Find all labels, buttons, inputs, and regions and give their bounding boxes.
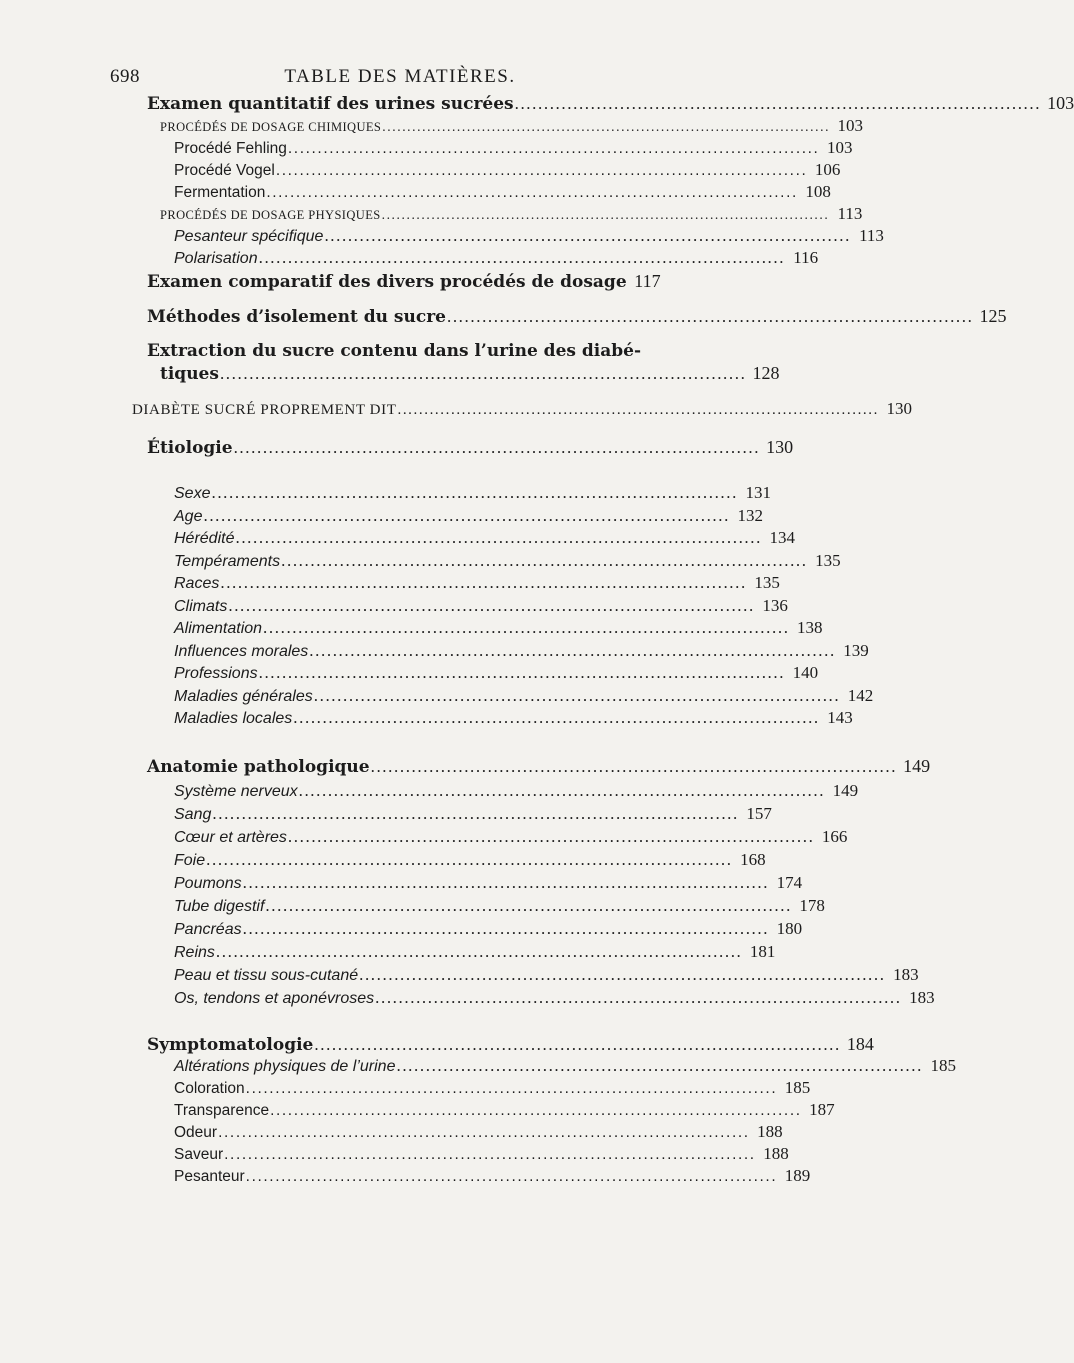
toc-entry-page: 132 xyxy=(737,506,763,525)
toc-entry-label: Age xyxy=(174,508,203,525)
toc-entry-page: 138 xyxy=(797,618,823,637)
toc-entry-label: Peau et tissu sous-cutané xyxy=(174,967,359,984)
toc-entry-page: 166 xyxy=(821,827,848,846)
toc-entry-page: 185 xyxy=(930,1056,956,1075)
toc-entry-label: Altérations physiques de l’urine xyxy=(174,1058,396,1075)
toc-entry-label: PROCÉDÉS DE DOSAGE PHYSIQUES xyxy=(160,208,381,222)
toc-entry: Age .......................................................................................... 132 xyxy=(174,505,646,527)
toc-entry: Maladies locales .......................................................................................... 143 xyxy=(174,707,646,729)
toc-entry xyxy=(147,270,661,292)
toc-entry: Influences morales .......................................................................................... 139 xyxy=(174,640,646,662)
toc-entry-label: Cœur et artères xyxy=(174,829,287,846)
toc-entry-page: 108 xyxy=(805,182,831,201)
toc-entry-label: Maladies locales xyxy=(174,710,293,727)
running-title: TABLE DES MATIÈRES. xyxy=(284,66,516,87)
toc-entry-label: Procédé Fehling xyxy=(174,140,287,157)
toc-entry-page: 103 xyxy=(1047,93,1074,113)
toc-entry: PROCÉDÉS DE DOSAGE PHYSIQUES .......................................................................................... 113 xyxy=(160,203,646,225)
toc-entry-page: 181 xyxy=(749,942,776,961)
toc-entry-label: Sang xyxy=(174,806,212,823)
toc-entry-page: 134 xyxy=(769,528,795,547)
toc-entry-label: PROCÉDÉS DE DOSAGE CHIMIQUES xyxy=(160,120,382,134)
toc-entry: Anatomie pathologique .......................................................................................... 149 xyxy=(147,756,931,777)
toc-entry-label: Transparence xyxy=(174,1102,270,1119)
toc-entry-label: Symptomatologie xyxy=(147,1035,314,1055)
toc-entry-label: Professions xyxy=(174,665,258,682)
toc-entry-label: Influences morales xyxy=(174,643,309,660)
toc-entry: Examen quantitatif des urines sucrées .......................................................................................... 103 xyxy=(147,93,1074,114)
toc-entry-label: Étiologie xyxy=(147,438,233,458)
toc-entry-label: Procédé Vogel xyxy=(174,162,275,179)
toc-entry-page: 103 xyxy=(837,116,864,135)
toc-entry: Altérations physiques de l’urine .......................................................................................... 185 xyxy=(174,1055,646,1077)
toc-entry: Polarisation .......................................................................................... 116 xyxy=(174,247,646,269)
toc-entry: Symptomatologie .......................................................................................... 184 xyxy=(147,1034,874,1055)
toc-entry-label: Examen comparatif des divers procédés de dosage xyxy=(147,272,627,292)
toc-entry-page: 183 xyxy=(893,965,919,984)
toc-entry-label: Foie xyxy=(174,852,206,869)
toc-entry: Procédé Vogel .......................................................................................... 106 xyxy=(174,159,646,181)
toc-entry: Sexe .......................................................................................... 131 xyxy=(174,482,646,504)
toc-entry-label: Fermentation xyxy=(174,184,266,201)
toc-entry-page: 185 xyxy=(784,1078,811,1097)
toc-entry: Climats .......................................................................................... 136 xyxy=(174,595,646,617)
toc-entry-page: 130 xyxy=(886,399,912,418)
toc-entry-label: Maladies générales xyxy=(174,688,313,705)
toc-entry: Sang .......................................................................................... 157 xyxy=(174,803,646,825)
toc-entry-page: 113 xyxy=(837,204,863,223)
toc-entry-page: 149 xyxy=(903,756,931,776)
toc-entry: Foie .......................................................................................... 168 xyxy=(174,849,646,871)
toc-entry-label: Races xyxy=(174,575,220,592)
toc-entry: Alimentation .......................................................................................... 138 xyxy=(174,617,646,639)
toc-entry: Étiologie .......................................................................................... 130 xyxy=(147,437,794,458)
toc-entry: Cœur et artères .......................................................................................... 166 xyxy=(174,826,646,848)
toc-entry: Tempéraments .......................................................................................... 135 xyxy=(174,550,646,572)
toc-entry: Fermentation .......................................................................................... 108 xyxy=(174,181,646,203)
toc-entry-label: Saveur xyxy=(174,1146,224,1163)
toc-entry: Pesanteur .......................................................................................... 189 xyxy=(174,1165,646,1187)
toc-entry-label: Reins xyxy=(174,944,215,961)
toc-entry-label-line2: tiques xyxy=(160,364,219,384)
toc-entry-label: Pesanteur xyxy=(174,1168,245,1185)
page-number: 698 xyxy=(110,66,140,87)
toc-entry-label: Système nerveux xyxy=(174,783,298,800)
toc-entry: Transparence .......................................................................................... 187 xyxy=(174,1099,646,1121)
toc-entry: Peau et tissu sous-cutané .......................................................................................... 183 xyxy=(174,964,646,986)
toc-entry: Méthodes d’isolement du sucre .......................................................................................... 125 xyxy=(147,306,1007,327)
toc-entry-page: 106 xyxy=(814,160,841,179)
toc-entry-page: 130 xyxy=(766,437,794,457)
toc-entry-page: 183 xyxy=(909,988,935,1007)
toc-entry-page: 168 xyxy=(740,850,766,869)
toc-entry: Maladies générales .......................................................................................... 142 xyxy=(174,685,646,707)
toc-entry-page: 187 xyxy=(809,1100,835,1119)
toc-entry-label: Anatomie pathologique xyxy=(147,757,370,777)
toc-entry: Coloration .......................................................................................... 185 xyxy=(174,1077,646,1099)
toc-entry-page: 174 xyxy=(776,873,803,892)
toc-entry: Os, tendons et aponévroses .......................................................................................... 183 xyxy=(174,987,646,1009)
toc-entry-page: 157 xyxy=(746,804,772,823)
toc-entry-label: Alimentation xyxy=(174,620,263,637)
toc-entry-page: 149 xyxy=(832,781,859,800)
toc-entry-page: 178 xyxy=(799,896,825,915)
toc-entry-page: 125 xyxy=(979,306,1007,326)
toc-entry: Poumons .......................................................................................... 174 xyxy=(174,872,646,894)
toc-entry-page: 180 xyxy=(776,919,803,938)
toc-entry-page: 189 xyxy=(784,1166,811,1185)
toc-entry-label: Os, tendons et aponévroses xyxy=(174,990,375,1007)
toc-entry-label: DIABÈTE SUCRÉ PROPREMENT DIT xyxy=(132,402,397,418)
toc-entry: PROCÉDÉS DE DOSAGE CHIMIQUES .......................................................................................... 103 xyxy=(160,115,646,137)
toc-entry-label: Sexe xyxy=(174,485,211,502)
toc-entry-page: 188 xyxy=(763,1144,789,1163)
toc-entry-page: 128 xyxy=(752,363,780,383)
toc-entry: Tube digestif .......................................................................................... 178 xyxy=(174,895,646,917)
toc-entry-label: Examen quantitatif des urines sucrées xyxy=(147,94,514,114)
toc-entry-label: Polarisation xyxy=(174,250,258,267)
toc-entry: Reins .......................................................................................... 181 xyxy=(174,941,646,963)
toc-entry-label: Coloration xyxy=(174,1080,245,1097)
toc-entry: Races .......................................................................................... 135 xyxy=(174,572,646,594)
toc-entry-label: Hérédité xyxy=(174,530,235,547)
toc-entry: Professions .......................................................................................... 140 xyxy=(174,662,646,684)
toc-entry: DIABÈTE SUCRÉ PROPREMENT DIT .......................................................................................... 130 xyxy=(132,398,646,420)
toc-entry-page: 135 xyxy=(754,573,780,592)
toc-entry-label: Odeur xyxy=(174,1124,218,1141)
toc-entry: Pesanteur spécifique .......................................................................................... 113 xyxy=(174,225,646,247)
toc-entry: Odeur .......................................................................................... 188 xyxy=(174,1121,646,1143)
toc-entry-page: 142 xyxy=(847,686,874,705)
toc-entry: Saveur .......................................................................................... 188 xyxy=(174,1143,646,1165)
toc-entry-page: 143 xyxy=(827,708,853,727)
toc-entry: Procédé Fehling .......................................................................................... 103 xyxy=(174,137,646,159)
toc-entry: Pancréas .......................................................................................... 180 xyxy=(174,918,646,940)
toc-entry-page: 188 xyxy=(757,1122,783,1141)
toc-entry-label: Poumons xyxy=(174,875,242,892)
toc-entry-label-line1: Extraction du sucre contenu dans l’urine des diabé- xyxy=(147,341,641,361)
toc-entry-label: Tempéraments xyxy=(174,553,281,570)
toc-entry-page: 135 xyxy=(815,551,841,570)
toc-entry-label: Pesanteur spécifique xyxy=(174,228,324,245)
toc-entry-label: Climats xyxy=(174,598,228,615)
toc-entry-page: 140 xyxy=(792,663,819,682)
toc-entry-label: Tube digestif xyxy=(174,898,265,915)
toc-entry: Hérédité .......................................................................................... 134 xyxy=(174,527,646,549)
toc-entry: tiques .......................................................................................... 128 xyxy=(160,363,780,384)
toc-entry-label: Méthodes d’isolement du sucre xyxy=(147,307,446,327)
toc-entry-page: 116 xyxy=(793,248,819,267)
toc-entry-multiline xyxy=(147,340,780,384)
toc-entry-label: Pancréas xyxy=(174,921,242,938)
toc-entry-page: 136 xyxy=(762,596,788,615)
toc-entry-page: 103 xyxy=(826,138,853,157)
toc-entry-page: 139 xyxy=(843,641,869,660)
toc-entry-page: 184 xyxy=(846,1034,874,1054)
toc-entry-page: 131 xyxy=(745,483,771,502)
toc-entry-page: 117 xyxy=(634,271,661,291)
toc-entry: Système nerveux .......................................................................................... 149 xyxy=(174,780,646,802)
toc-entry-page: 113 xyxy=(859,226,884,245)
